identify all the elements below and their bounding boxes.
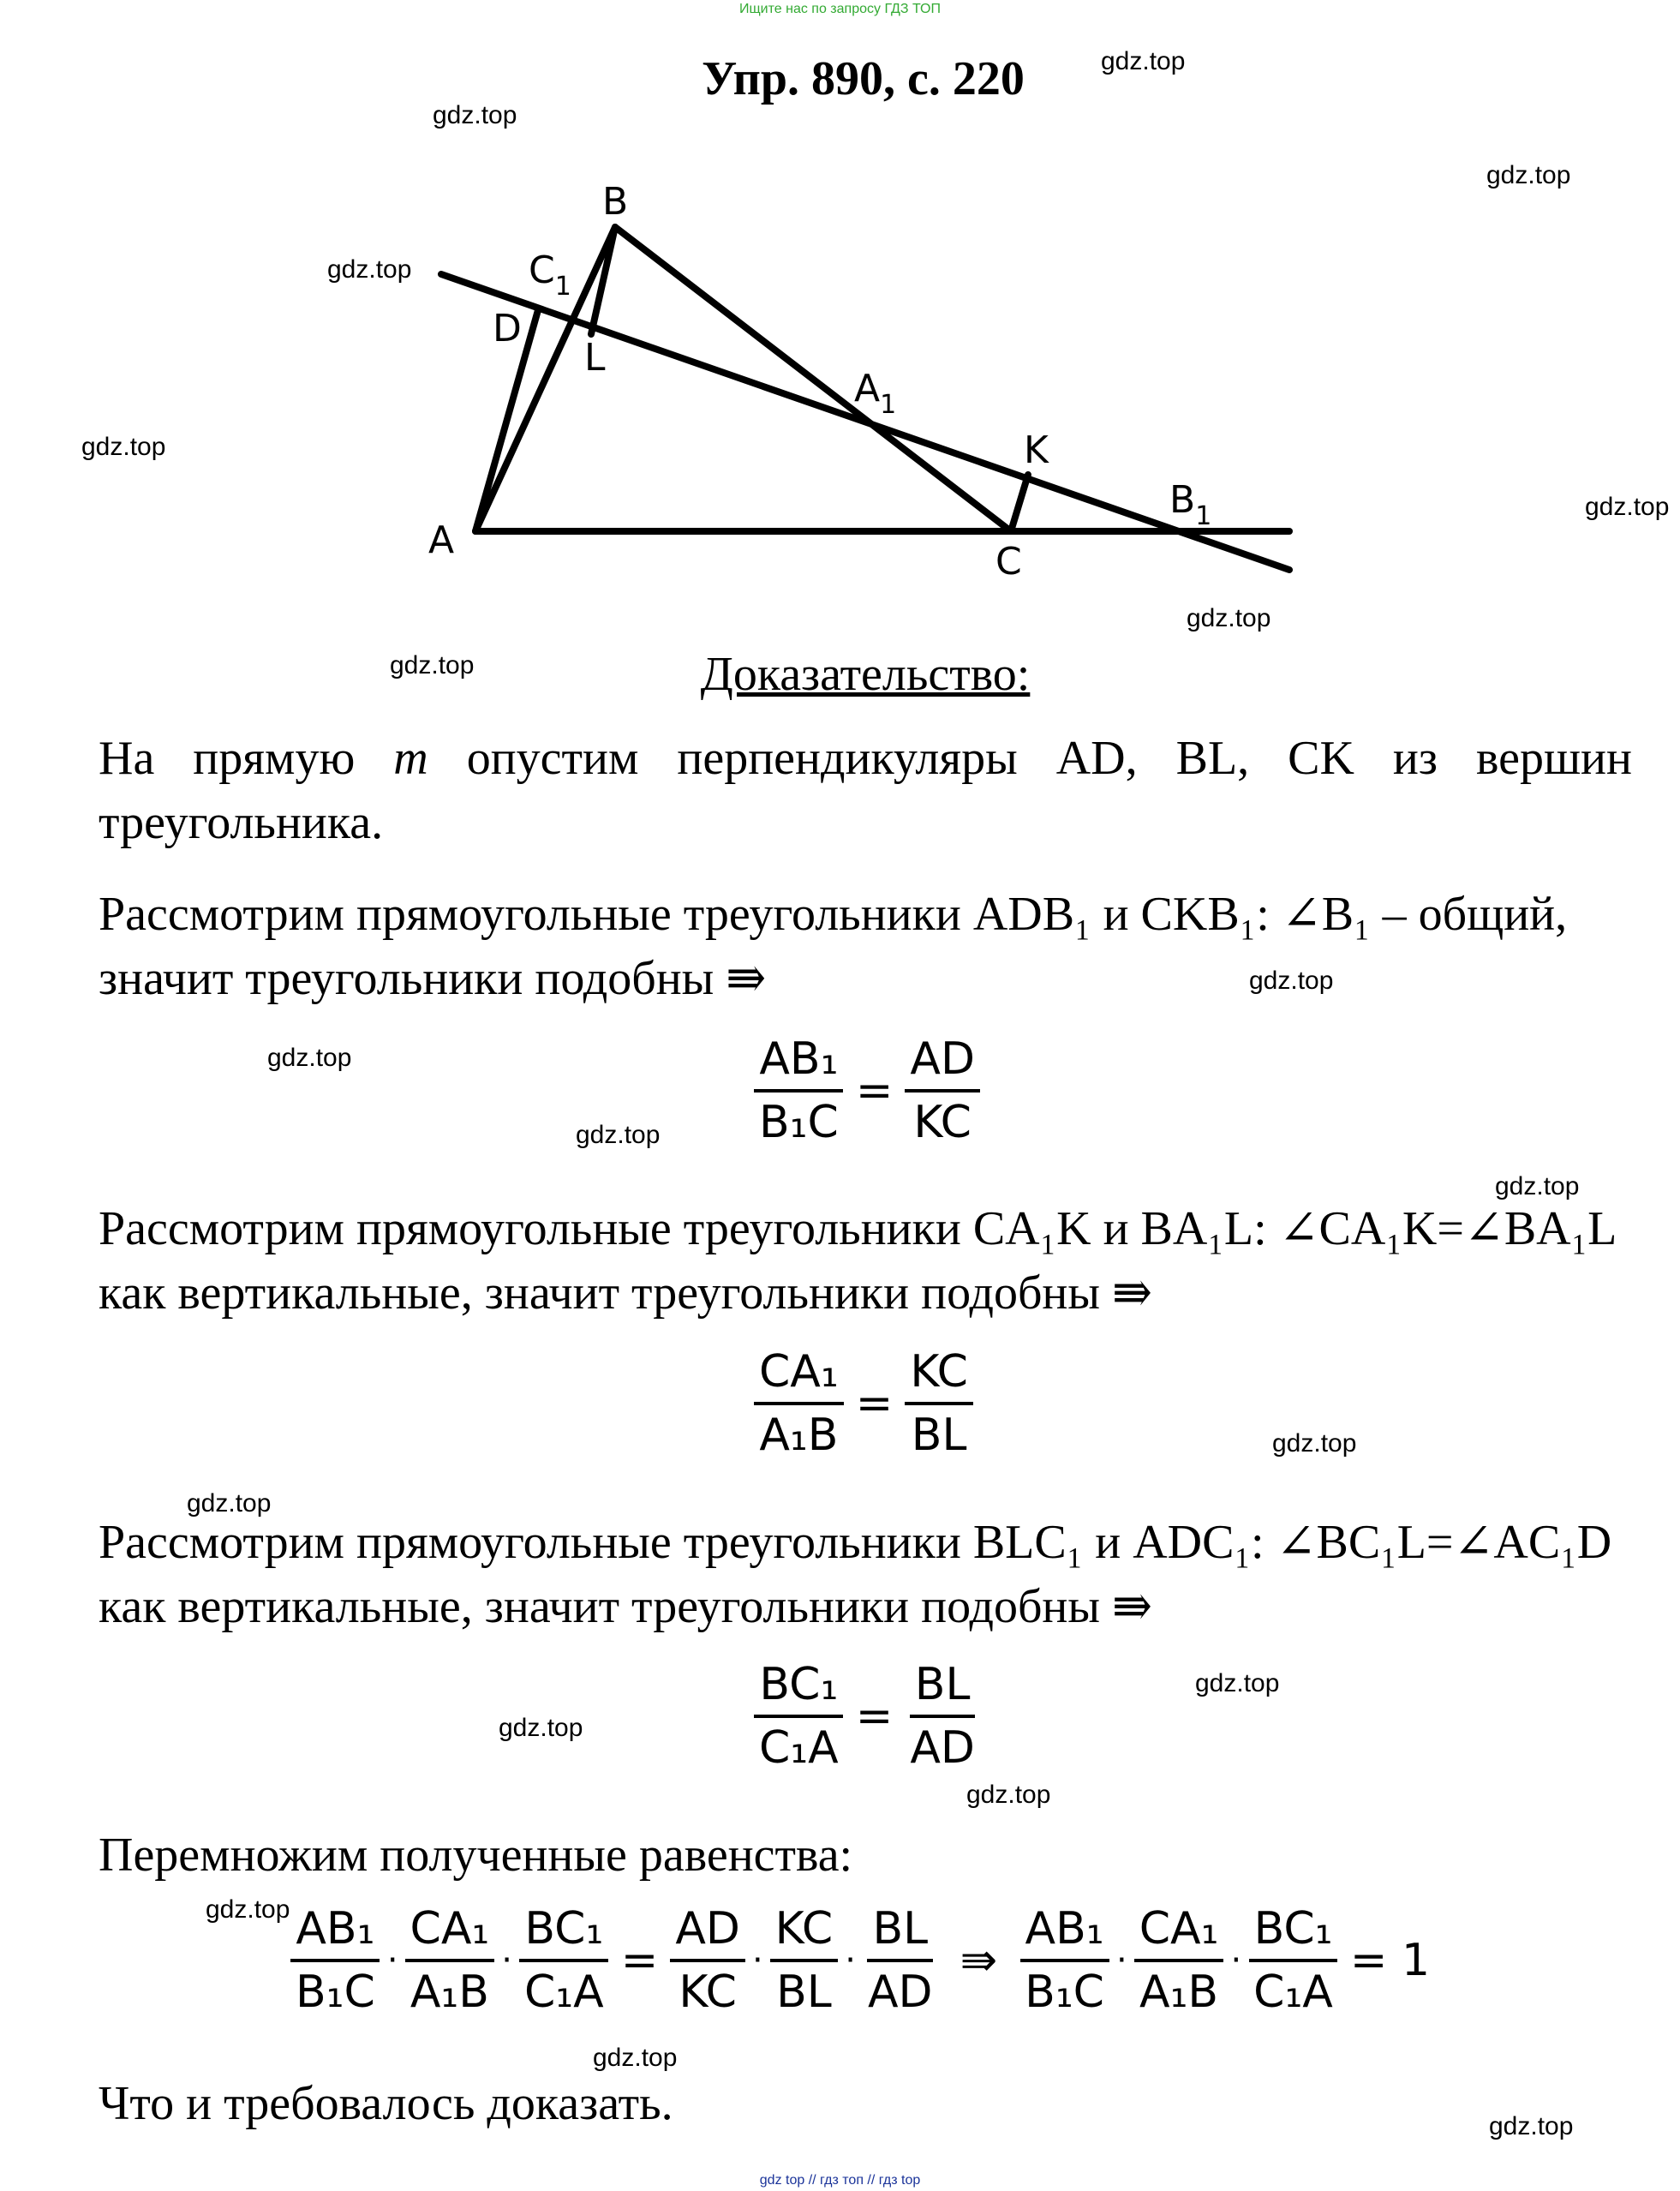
- fraction: $\frac{KC}{BL}$: [770, 1902, 839, 2019]
- fraction: $\frac{\text{CA₁}}{\text{A₁B}}$: [754, 1345, 844, 1462]
- label-b1: $B_1$: [1169, 478, 1212, 531]
- label-k: K: [1024, 428, 1049, 472]
- label-b: B: [602, 180, 629, 224]
- watermark: gdz.top: [81, 433, 166, 461]
- watermark: gdz.top: [1249, 967, 1334, 995]
- watermark: gdz.top: [1489, 2112, 1574, 2140]
- watermark: gdz.top: [1195, 1669, 1280, 1697]
- proof-heading: Доказательство:: [700, 648, 1031, 701]
- label-d: D: [493, 307, 522, 350]
- watermark: gdz.top: [1187, 604, 1271, 632]
- label-c: C: [995, 540, 1022, 584]
- label-a1: $A_1$: [854, 367, 897, 420]
- fraction: $\frac{\text{CA₁}}{\text{A₁B}}$: [1134, 1902, 1224, 2019]
- page-title: Упр. 890, с. 220: [702, 52, 1025, 105]
- paragraph-1: На прямую m опустим перпендикуляры AD, BL, CK из вершин треугольника.: [99, 732, 1632, 849]
- top-banner[interactable]: Ищите нас по запросу ГДЗ ТОП: [739, 2, 941, 16]
- watermark: gdz.top: [1585, 493, 1670, 521]
- watermark: gdz.top: [576, 1121, 661, 1149]
- perpendicular-ck: [1011, 475, 1028, 531]
- fraction: $\frac{BL}{AD}$: [867, 1903, 933, 2018]
- bottom-banner[interactable]: gdz top // гдз топ // гдз top: [759, 2173, 921, 2188]
- fraction: $\frac{AD}{KC}$: [670, 1902, 745, 2019]
- paragraph-4: Рассмотрим прямоугольные треугольники BLC₁ и ADC₁: ∠BC₁L=∠AC₁D как вертикальные, значит треугольники подобны ⇛: [99, 1516, 1612, 1633]
- line-m-label: m: [393, 732, 428, 785]
- paragraph-2: Рассмотрим прямоугольные треугольники ADB₁ и CKB₁: ∠B₁ – общий, значит треугольники подобны ⇛: [99, 888, 1568, 1005]
- watermark: gdz.top: [593, 2044, 678, 2072]
- fraction: $\frac{\text{AB₁}}{\text{B₁C}}$: [290, 1902, 380, 2019]
- fraction: $\frac{KC}{BL}$: [905, 1345, 973, 1462]
- fraction: $\frac{\text{BC₁}}{\text{C₁A}}$: [754, 1658, 844, 1775]
- watermark: gdz.top: [390, 651, 475, 679]
- subscript: 1: [554, 272, 571, 302]
- final-equation: $\frac{\text{AB₁}}{\text{B₁C}}$ · $\frac{\text{CA₁}}{\text{A₁B}}$ · $\frac{\text{BC₁}}{\text{C₁A}}$ = $\frac{AD}{KC}$ · $\frac{KC}{BL}$ · $\frac{BL}{AD}$ ⇛ $\frac{\text{AB₁}}{\text{B₁C}}$ · $\frac{\text{CA₁}}{\text{A₁B}}$ · $\frac{\text{BC₁}}{\text{C₁A}}$ = 1: [287, 1902, 1438, 2019]
- watermark: gdz.top: [433, 101, 517, 129]
- equation-1: $\frac{\text{AB₁}}{\text{B₁C}}$ = $\frac{AD}{KC}$: [750, 1033, 983, 1149]
- perpendicular-bl: [591, 227, 615, 334]
- fraction: $\frac{\text{BC₁}}{\text{C₁A}}$: [1248, 1902, 1338, 2019]
- watermark: gdz.top: [1486, 161, 1571, 189]
- side-bc: [615, 227, 1011, 531]
- label-c1: $C_1$: [529, 248, 571, 302]
- label-a: A: [428, 518, 455, 562]
- fraction: $\frac{\text{AB₁}}{\text{B₁C}}$: [754, 1033, 844, 1149]
- watermark: gdz.top: [1101, 47, 1186, 75]
- watermark: gdz.top: [1495, 1172, 1580, 1200]
- fraction: $\frac{\text{AB₁}}{\text{B₁C}}$: [1019, 1902, 1109, 2019]
- watermark: gdz.top: [267, 1044, 352, 1072]
- fraction: $\frac{AD}{KC}$: [905, 1033, 980, 1149]
- paragraph-6: Что и требовалось доказать.: [99, 2077, 673, 2130]
- implies-symbol: ⇛: [960, 1935, 998, 1986]
- subscript: 1: [1195, 501, 1212, 531]
- triangle-figure: [0, 0, 1680, 651]
- watermark: gdz.top: [327, 255, 412, 284]
- subscript: 1: [880, 390, 897, 420]
- fraction: $\frac{\text{BC₁}}{\text{C₁A}}$: [519, 1902, 609, 2019]
- fraction: $\frac{\text{CA₁}}{\text{A₁B}}$: [405, 1902, 495, 2019]
- watermark: gdz.top: [499, 1714, 583, 1742]
- equation-3: $\frac{\text{BC₁}}{\text{C₁A}}$ = $\frac{BL}{AD}$: [750, 1658, 983, 1775]
- equation-2: $\frac{\text{CA₁}}{\text{A₁B}}$ = $\frac{KC}{BL}$: [750, 1345, 977, 1462]
- fraction: $\frac{BL}{AD}$: [910, 1659, 975, 1774]
- watermark: gdz.top: [966, 1781, 1051, 1809]
- watermark: gdz.top: [206, 1895, 290, 1924]
- result: = 1: [1349, 1935, 1431, 1986]
- label-l: L: [584, 336, 606, 380]
- paragraph-3: Рассмотрим прямоугольные треугольники CA₁K и BA₁L: ∠CA₁K=∠BA₁L как вертикальные, значит треугольники подобны ⇛: [99, 1202, 1616, 1320]
- watermark: gdz.top: [1272, 1429, 1357, 1458]
- watermark: gdz.top: [187, 1489, 272, 1518]
- paragraph-5: Перемножим полученные равенства:: [99, 1829, 853, 1882]
